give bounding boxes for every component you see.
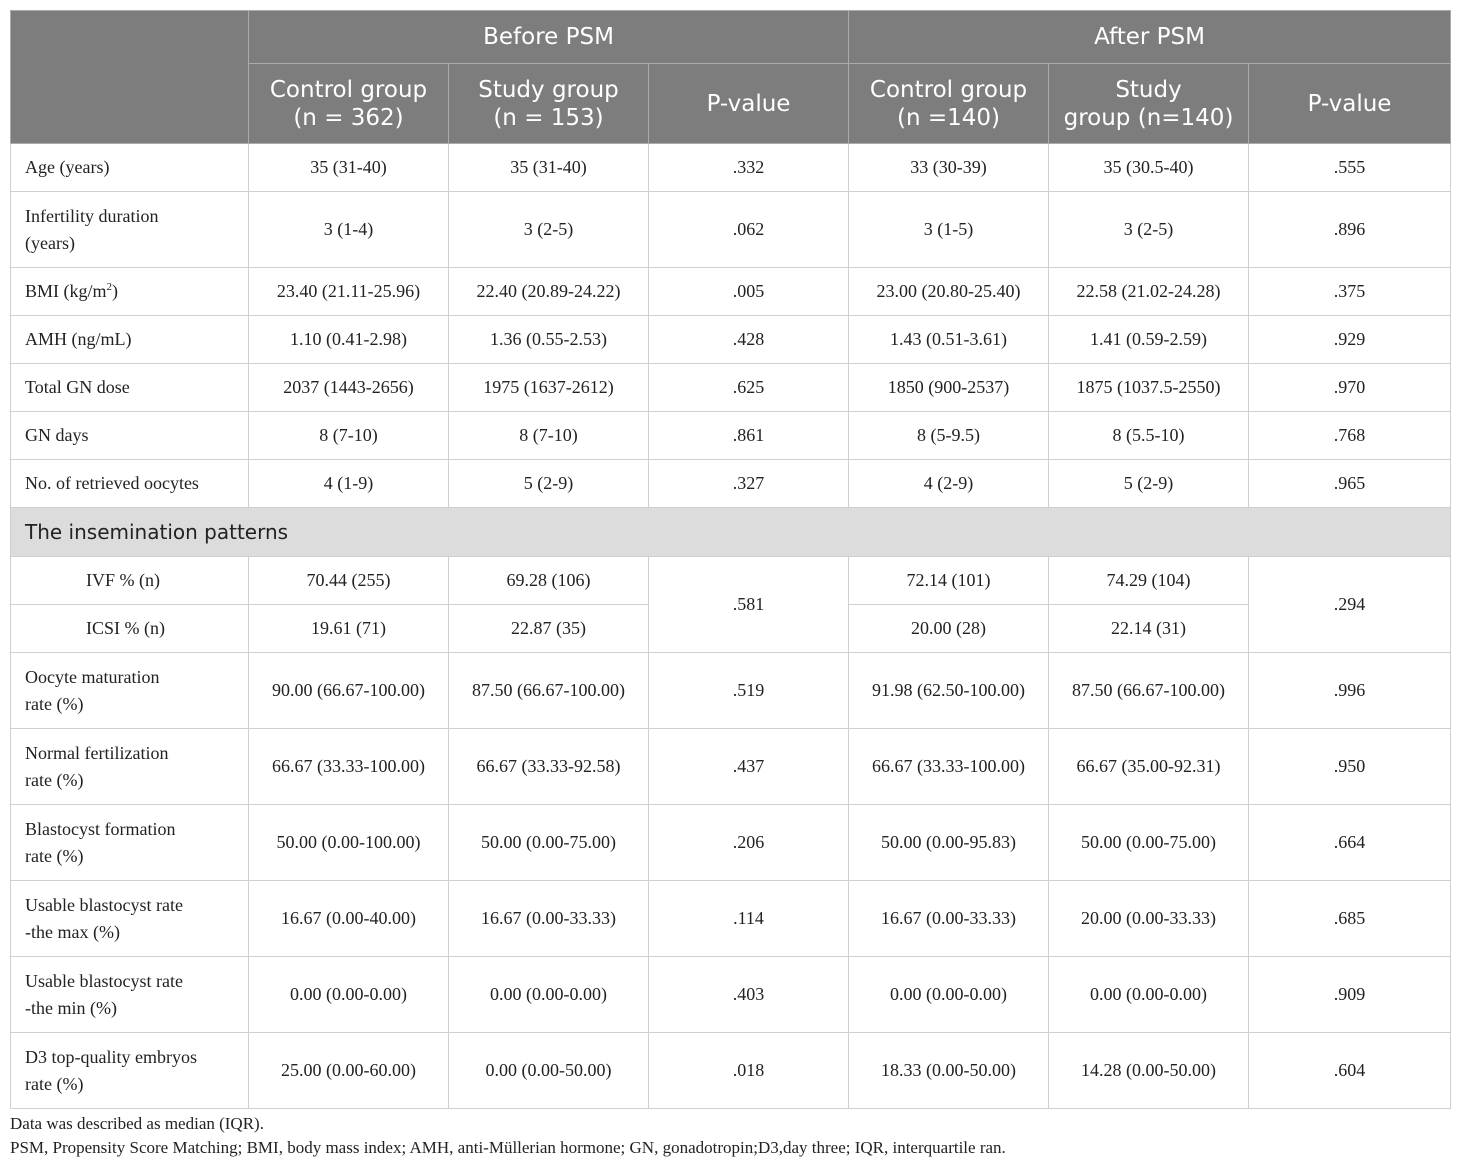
cell-after-control: 50.00 (0.00-95.83): [849, 805, 1049, 881]
row-label: No. of retrieved oocytes: [11, 460, 249, 508]
cell-before-study: 35 (31-40): [449, 144, 649, 192]
table-row: [11, 192, 1451, 268]
header-before-pvalue: P-value: [649, 64, 849, 144]
header-blank: [11, 11, 249, 144]
cell-before-study: 8 (7-10): [449, 412, 649, 460]
cell-before-study: 5 (2-9): [449, 460, 649, 508]
cell-before-study: 66.67 (33.33-92.58): [449, 729, 649, 805]
cell-after-study: 1.41 (0.59-2.59): [1049, 316, 1249, 364]
cell-after-pvalue: .555: [1249, 144, 1451, 192]
row-label: Normal fertilization rate (%): [11, 729, 249, 805]
cell-before-control: 1.10 (0.41-2.98): [249, 316, 449, 364]
table-row: [11, 805, 1451, 881]
table-row: [11, 653, 1451, 729]
table-row: [11, 460, 1451, 508]
table-row: [11, 364, 1451, 412]
cell-after-study: 50.00 (0.00-75.00): [1049, 805, 1249, 881]
cell-after-control: 3 (1-5): [849, 192, 1049, 268]
cell-after-pvalue: .294: [1249, 557, 1451, 653]
cell-before-pvalue: .625: [649, 364, 849, 412]
cell-before-study: 22.40 (20.89-24.22): [449, 268, 649, 316]
row-label: IVF % (n): [11, 557, 249, 605]
cell-after-control: 33 (30-39): [849, 144, 1049, 192]
cell-after-study: 1875 (1037.5-2550): [1049, 364, 1249, 412]
cell-after-control: 8 (5-9.5): [849, 412, 1049, 460]
header-before-control: Control group (n = 362): [249, 64, 449, 144]
cell-before-study: 1975 (1637-2612): [449, 364, 649, 412]
cell-after-study: 20.00 (0.00-33.33): [1049, 881, 1249, 957]
footnote-data-description: Data was described as median (IQR).: [10, 1114, 264, 1133]
row-label: Usable blastocyst rate -the min (%): [11, 957, 249, 1033]
cell-after-control: 23.00 (20.80-25.40): [849, 268, 1049, 316]
cell-before-study: 87.50 (66.67-100.00): [449, 653, 649, 729]
header-after-control: Control group (n =140): [849, 64, 1049, 144]
footnote-abbreviations: PSM, Propensity Score Matching; BMI, body mass index; AMH, anti-Müllerian hormone; GN, gonadotropin;D3,day three; IQR, interquartile ran.: [10, 1138, 1006, 1157]
cell-before-study: 69.28 (106): [449, 557, 649, 605]
cell-after-control: 4 (2-9): [849, 460, 1049, 508]
cell-before-control: 66.67 (33.33-100.00): [249, 729, 449, 805]
header-before-psm: Before PSM: [249, 11, 849, 64]
cell-before-control: 23.40 (21.11-25.96): [249, 268, 449, 316]
cell-before-pvalue: .332: [649, 144, 849, 192]
row-label: AMH (ng/mL): [11, 316, 249, 364]
row-label: Oocyte maturation rate (%): [11, 653, 249, 729]
cell-before-study: 3 (2-5): [449, 192, 649, 268]
cell-after-pvalue: .664: [1249, 805, 1451, 881]
cell-before-pvalue: .403: [649, 957, 849, 1033]
cell-after-study: 66.67 (35.00-92.31): [1049, 729, 1249, 805]
cell-after-control: 66.67 (33.33-100.00): [849, 729, 1049, 805]
cell-before-control: 16.67 (0.00-40.00): [249, 881, 449, 957]
cell-after-control: 72.14 (101): [849, 557, 1049, 605]
cell-before-control: 4 (1-9): [249, 460, 449, 508]
cell-after-pvalue: .685: [1249, 881, 1451, 957]
table-row: [11, 557, 1451, 605]
cell-after-control: 1850 (900-2537): [849, 364, 1049, 412]
cell-before-control: 3 (1-4): [249, 192, 449, 268]
cell-after-pvalue: .375: [1249, 268, 1451, 316]
cell-before-study: 22.87 (35): [449, 605, 649, 653]
cell-after-pvalue: .896: [1249, 192, 1451, 268]
row-label: BMI $(kg/m^2)$: [11, 268, 249, 316]
table-row: [11, 316, 1451, 364]
cell-after-study: 22.58 (21.02-24.28): [1049, 268, 1249, 316]
cell-after-study: 87.50 (66.67-100.00): [1049, 653, 1249, 729]
cell-before-study: 0.00 (0.00-0.00): [449, 957, 649, 1033]
cell-before-control: 0.00 (0.00-0.00): [249, 957, 449, 1033]
cell-after-control: 91.98 (62.50-100.00): [849, 653, 1049, 729]
cell-before-pvalue: .437: [649, 729, 849, 805]
cell-before-pvalue: .581: [649, 557, 849, 653]
cell-after-pvalue: .909: [1249, 957, 1451, 1033]
cell-before-control: 50.00 (0.00-100.00): [249, 805, 449, 881]
cell-after-study: 22.14 (31): [1049, 605, 1249, 653]
cell-after-pvalue: .768: [1249, 412, 1451, 460]
cell-after-pvalue: .604: [1249, 1033, 1451, 1109]
row-label: D3 top-quality embryos rate (%): [11, 1033, 249, 1109]
cell-after-study: 5 (2-9): [1049, 460, 1249, 508]
cell-after-study: 14.28 (0.00-50.00): [1049, 1033, 1249, 1109]
row-label: Age (years): [11, 144, 249, 192]
cell-before-pvalue: .428: [649, 316, 849, 364]
cell-after-study: 0.00 (0.00-0.00): [1049, 957, 1249, 1033]
row-label: Blastocyst formation rate (%): [11, 805, 249, 881]
cell-before-control: 2037 (1443-2656): [249, 364, 449, 412]
row-label: GN days: [11, 412, 249, 460]
cell-before-study: 0.00 (0.00-50.00): [449, 1033, 649, 1109]
header-after-psm: After PSM: [849, 11, 1451, 64]
cell-before-pvalue: .206: [649, 805, 849, 881]
cell-after-control: 16.67 (0.00-33.33): [849, 881, 1049, 957]
cell-after-pvalue: .950: [1249, 729, 1451, 805]
table-row: [11, 412, 1451, 460]
cell-after-pvalue: .965: [1249, 460, 1451, 508]
cell-after-study: 8 (5.5-10): [1049, 412, 1249, 460]
cell-before-pvalue: .114: [649, 881, 849, 957]
cell-before-control: 19.61 (71): [249, 605, 449, 653]
table-row: [11, 957, 1451, 1033]
table-row: [11, 881, 1451, 957]
table-row: [11, 144, 1451, 192]
cell-before-control: 25.00 (0.00-60.00): [249, 1033, 449, 1109]
row-label: Usable blastocyst rate -the max (%): [11, 881, 249, 957]
cell-after-study: 3 (2-5): [1049, 192, 1249, 268]
cell-after-pvalue: .996: [1249, 653, 1451, 729]
data-table: [10, 10, 1451, 1109]
cell-before-pvalue: .519: [649, 653, 849, 729]
table-row: [11, 268, 1451, 316]
cell-after-control: 1.43 (0.51-3.61): [849, 316, 1049, 364]
cell-after-control: 0.00 (0.00-0.00): [849, 957, 1049, 1033]
cell-before-pvalue: .062: [649, 192, 849, 268]
header-after-study: Study group (n=140): [1049, 64, 1249, 144]
section-row: [11, 508, 1451, 557]
cell-after-study: 35 (30.5-40): [1049, 144, 1249, 192]
table-footnotes: [10, 1112, 1450, 1160]
cell-before-study: 50.00 (0.00-75.00): [449, 805, 649, 881]
section-title: The insemination patterns: [11, 508, 1451, 557]
cell-before-pvalue: .861: [649, 412, 849, 460]
cell-before-pvalue: .005: [649, 268, 849, 316]
cell-after-pvalue: .929: [1249, 316, 1451, 364]
cell-before-study: 16.67 (0.00-33.33): [449, 881, 649, 957]
cell-before-pvalue: .018: [649, 1033, 849, 1109]
cell-after-study: 74.29 (104): [1049, 557, 1249, 605]
cell-before-pvalue: .327: [649, 460, 849, 508]
table-row: [11, 729, 1451, 805]
cell-after-pvalue: .970: [1249, 364, 1451, 412]
cell-before-study: 1.36 (0.55-2.53): [449, 316, 649, 364]
cell-before-control: 70.44 (255): [249, 557, 449, 605]
cell-after-control: 18.33 (0.00-50.00): [849, 1033, 1049, 1109]
cell-before-control: 35 (31-40): [249, 144, 449, 192]
header-before-study: Study group (n = 153): [449, 64, 649, 144]
row-label: Total GN dose: [11, 364, 249, 412]
cell-after-control: 20.00 (28): [849, 605, 1049, 653]
cell-before-control: 90.00 (66.67-100.00): [249, 653, 449, 729]
row-label: Infertility duration (years): [11, 192, 249, 268]
cell-before-control: 8 (7-10): [249, 412, 449, 460]
row-label: ICSI % (n): [11, 605, 249, 653]
table-row: [11, 1033, 1451, 1109]
header-after-pvalue: P-value: [1249, 64, 1451, 144]
